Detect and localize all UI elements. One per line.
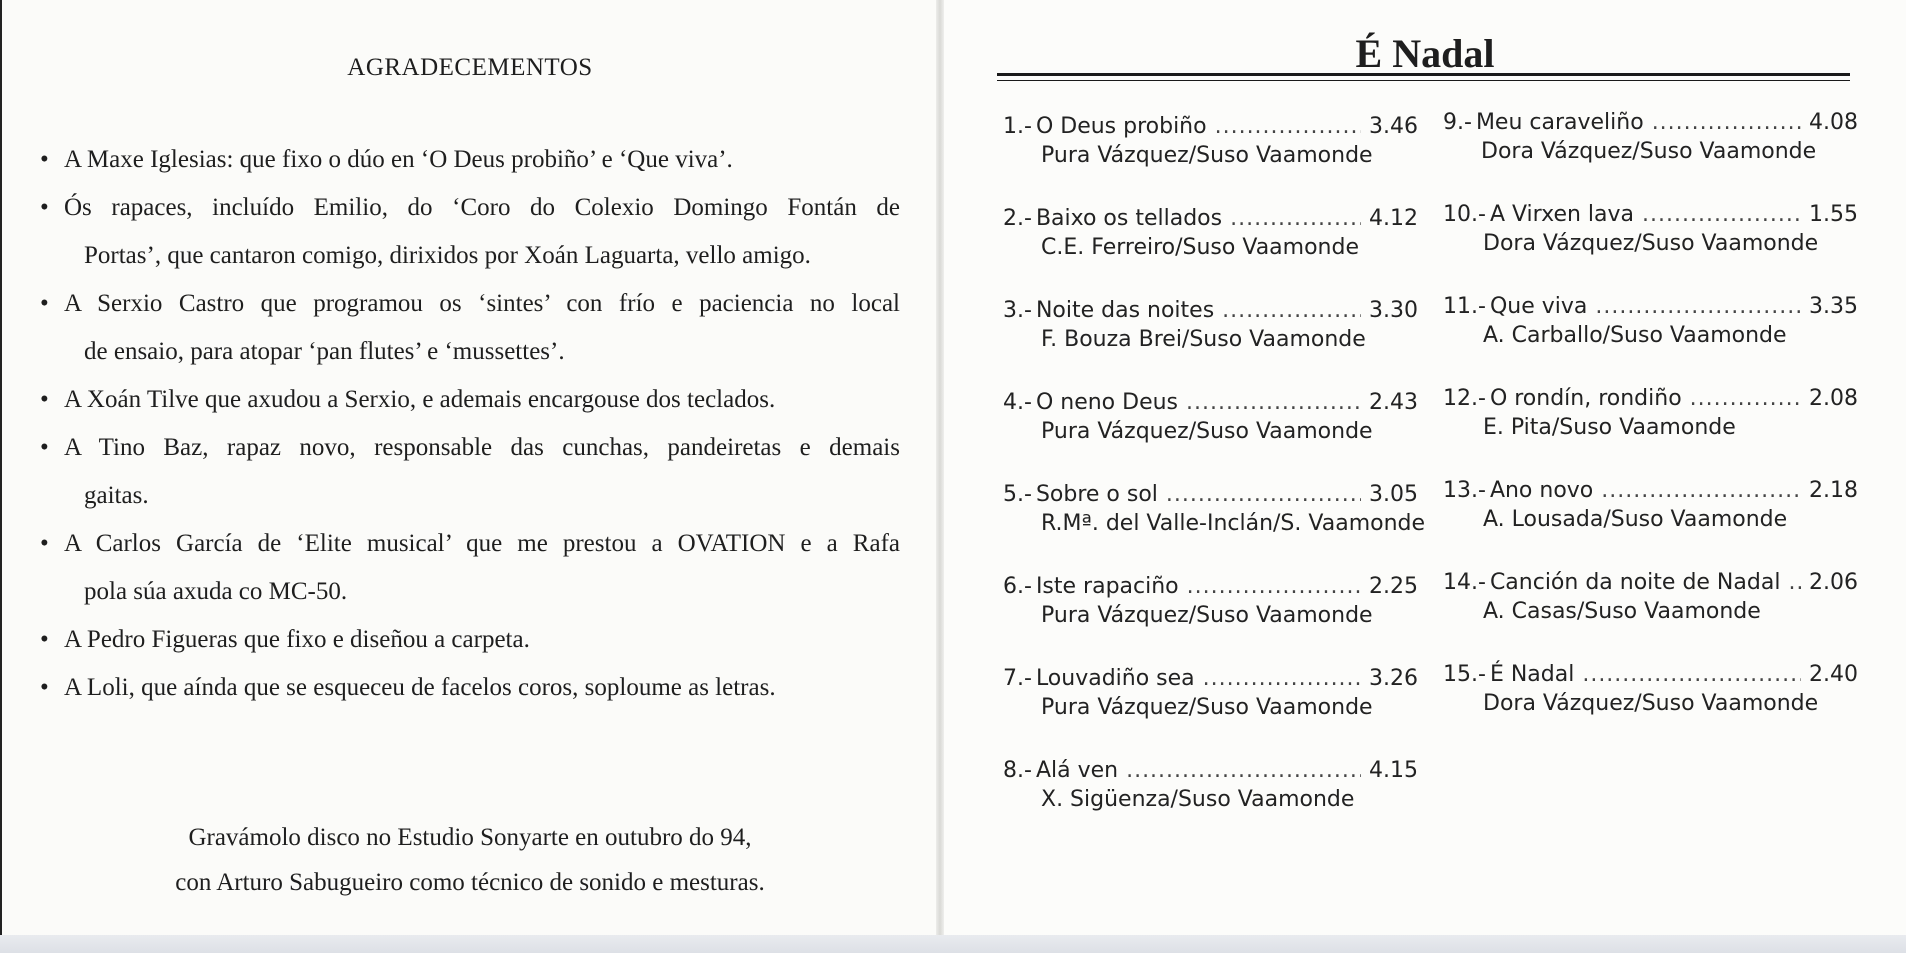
acknowledgements-title: AGRADECEMENTOS (347, 54, 593, 81)
ack-item-text: A Serxio Castro que programou os ‘sintes’ con frío e paciencia no local (64, 290, 900, 317)
track-duration: 4.08 (1809, 110, 1858, 135)
track-item (1443, 202, 1858, 256)
dot-leader (1642, 202, 1801, 227)
track-number: 12.- (1443, 386, 1486, 411)
ack-item-text: A Maxe Iglesias: que fixo o dúo en ‘O Deus probiño’ e ‘Que viva’. (64, 146, 733, 173)
track-item (1003, 666, 1418, 720)
track-duration: 3.05 (1369, 482, 1418, 507)
dot-leader (1652, 110, 1801, 135)
ack-item (40, 280, 900, 376)
track-title: O Deus probiño (1035, 114, 1207, 139)
track-title: O rondín, rondiño (1489, 386, 1682, 411)
track-number: 4.- (1003, 390, 1032, 415)
ack-item-text: A Carlos García de ‘Elite musical’ que me prestou a OVATION e a Rafa (64, 530, 900, 557)
dot-leader (1788, 570, 1801, 595)
dot-leader (1166, 482, 1361, 507)
bullet: • (40, 434, 49, 461)
ack-item (40, 664, 900, 712)
bullet: • (40, 146, 49, 173)
track-number: 13.- (1443, 478, 1486, 503)
track-number: 10.- (1443, 202, 1486, 227)
track-number: 3.- (1003, 298, 1032, 323)
bullet: • (40, 290, 49, 317)
track-authors: A. Carballo/Suso Vaamonde (1483, 323, 1787, 348)
ack-item (40, 184, 900, 280)
ack-item (40, 424, 900, 520)
track-authors: Dora Vázquez/Suso Vaamonde (1483, 691, 1819, 716)
acknowledgements-list (40, 136, 900, 712)
ack-item-text: A Tino Baz, rapaz novo, responsable das cunchas, pandeiretas e demais (64, 434, 900, 461)
bullet: • (40, 530, 49, 557)
track-number: 1.- (1003, 114, 1032, 139)
track-duration: 2.43 (1369, 390, 1418, 415)
track-item (1003, 758, 1418, 812)
track-title: É Nadal (1489, 662, 1575, 687)
bullet: • (40, 674, 49, 701)
dot-leader (1187, 574, 1361, 599)
track-item (1443, 478, 1858, 532)
ack-item-text: A Loli, que aínda que se esqueceu de facelos coros, soploume as letras. (64, 674, 776, 701)
dot-leader (1601, 478, 1801, 503)
ack-item-continuation: Portas’, que cantaron comigo, dirixidos por Xoán Laguarta, vello amigo. (84, 242, 811, 269)
track-authors: Pura Vázquez/Suso Vaamonde (1041, 603, 1373, 628)
album-title: É Nadal (1355, 31, 1495, 76)
ack-item-text: A Pedro Figueras que fixo e diseñou a carpeta. (64, 626, 530, 653)
ack-item-continuation: pola súa axuda co MC-50. (84, 578, 348, 605)
track-authors: Pura Vázquez/Suso Vaamonde (1041, 419, 1373, 444)
ack-item-continuation: gaitas. (84, 482, 149, 509)
track-item (1003, 574, 1418, 628)
dot-leader (1203, 666, 1361, 691)
bullet: • (40, 194, 49, 221)
dot-leader (1222, 298, 1361, 323)
ack-item (40, 520, 900, 616)
dot-leader (1690, 386, 1801, 411)
track-title: Meu caraveliño (1475, 110, 1644, 135)
track-item (1443, 570, 1858, 624)
track-item (1443, 110, 1858, 164)
track-duration: 4.15 (1369, 758, 1418, 783)
track-duration: 2.08 (1809, 386, 1858, 411)
scan-bottom-edge (0, 935, 1906, 953)
track-duration: 3.30 (1369, 298, 1418, 323)
track-number: 8.- (1003, 758, 1032, 783)
track-title: Ano novo (1489, 478, 1594, 503)
track-number: 7.- (1003, 666, 1032, 691)
track-number: 14.- (1443, 570, 1486, 595)
track-number: 2.- (1003, 206, 1032, 231)
track-duration: 3.35 (1809, 294, 1858, 319)
track-authors: A. Lousada/Suso Vaamonde (1483, 507, 1788, 532)
track-item (1003, 298, 1418, 352)
track-authors: Dora Vázquez/Suso Vaamonde (1481, 139, 1817, 164)
booklet-spine (936, 0, 944, 953)
track-authors: A. Casas/Suso Vaamonde (1483, 599, 1761, 624)
ack-item (40, 136, 900, 184)
track-authors: Pura Vázquez/Suso Vaamonde (1041, 143, 1373, 168)
track-title: Iste rapaciño (1035, 574, 1179, 599)
track-duration: 1.55 (1809, 202, 1858, 227)
track-duration: 2.25 (1369, 574, 1418, 599)
ack-item (40, 376, 900, 424)
track-number: 5.- (1003, 482, 1032, 507)
track-authors: X. Sigüenza/Suso Vaamonde (1041, 787, 1355, 812)
dot-leader (1230, 206, 1361, 231)
track-authors: R.Mª. del Valle-Inclán/S. Vaamonde (1041, 511, 1426, 536)
track-title: O neno Deus (1035, 390, 1179, 415)
track-number: 9.- (1443, 110, 1472, 135)
bullet: • (40, 626, 49, 653)
ack-item-text: Ós rapaces, incluído Emilio, do ‘Coro do Colexio Domingo Fontán de (64, 194, 900, 221)
track-duration: 3.26 (1369, 666, 1418, 691)
track-duration: 2.18 (1809, 478, 1858, 503)
track-duration: 4.12 (1369, 206, 1418, 231)
track-duration: 3.46 (1369, 114, 1418, 139)
title-double-rule (997, 73, 1850, 81)
ack-item (40, 616, 900, 664)
dot-leader (1215, 114, 1361, 139)
track-item (1003, 206, 1418, 260)
track-title: Canción da noite de Nadal (1489, 570, 1781, 595)
track-title: A Virxen lava (1489, 202, 1635, 227)
recording-credits (0, 815, 940, 905)
track-number: 11.- (1443, 294, 1486, 319)
track-item (1443, 386, 1858, 440)
track-item (1003, 482, 1426, 536)
bullet: • (40, 386, 49, 413)
track-authors: Dora Vázquez/Suso Vaamonde (1483, 231, 1819, 256)
dot-leader (1126, 758, 1361, 783)
track-title: Louvadiño sea (1035, 666, 1195, 691)
dot-leader (1582, 662, 1801, 687)
ack-item-text: A Xoán Tilve que axudou a Serxio, e ademais encargouse dos teclados. (64, 386, 776, 413)
track-item (1443, 662, 1858, 716)
recording-credits-line: Gravámolo disco no Estudio Sonyarte en outubro do 94, (188, 824, 752, 851)
track-item (1003, 390, 1418, 444)
track-title: Baixo os tellados (1035, 206, 1223, 231)
track-title: Noite das noites (1035, 298, 1215, 323)
track-duration: 2.06 (1809, 570, 1858, 595)
track-item (1003, 114, 1418, 168)
ack-item-continuation: de ensaio, para atopar ‘pan flutes’ e ‘mussettes’. (84, 338, 565, 365)
recording-credits-line: con Arturo Sabugueiro como técnico de sonido e mesturas. (175, 869, 765, 896)
track-title: Alá ven (1035, 758, 1119, 783)
dot-leader (1595, 294, 1801, 319)
track-authors: E. Pita/Suso Vaamonde (1483, 415, 1736, 440)
track-authors: F. Bouza Brei/Suso Vaamonde (1041, 327, 1366, 352)
dot-leader (1186, 390, 1361, 415)
track-item (1443, 294, 1858, 348)
track-title: Que viva (1489, 294, 1588, 319)
track-duration: 2.40 (1809, 662, 1858, 687)
track-number: 6.- (1003, 574, 1032, 599)
track-authors: Pura Vázquez/Suso Vaamonde (1041, 695, 1373, 720)
track-authors: C.E. Ferreiro/Suso Vaamonde (1041, 235, 1359, 260)
track-title: Sobre o sol (1035, 482, 1158, 507)
track-number: 15.- (1443, 662, 1486, 687)
